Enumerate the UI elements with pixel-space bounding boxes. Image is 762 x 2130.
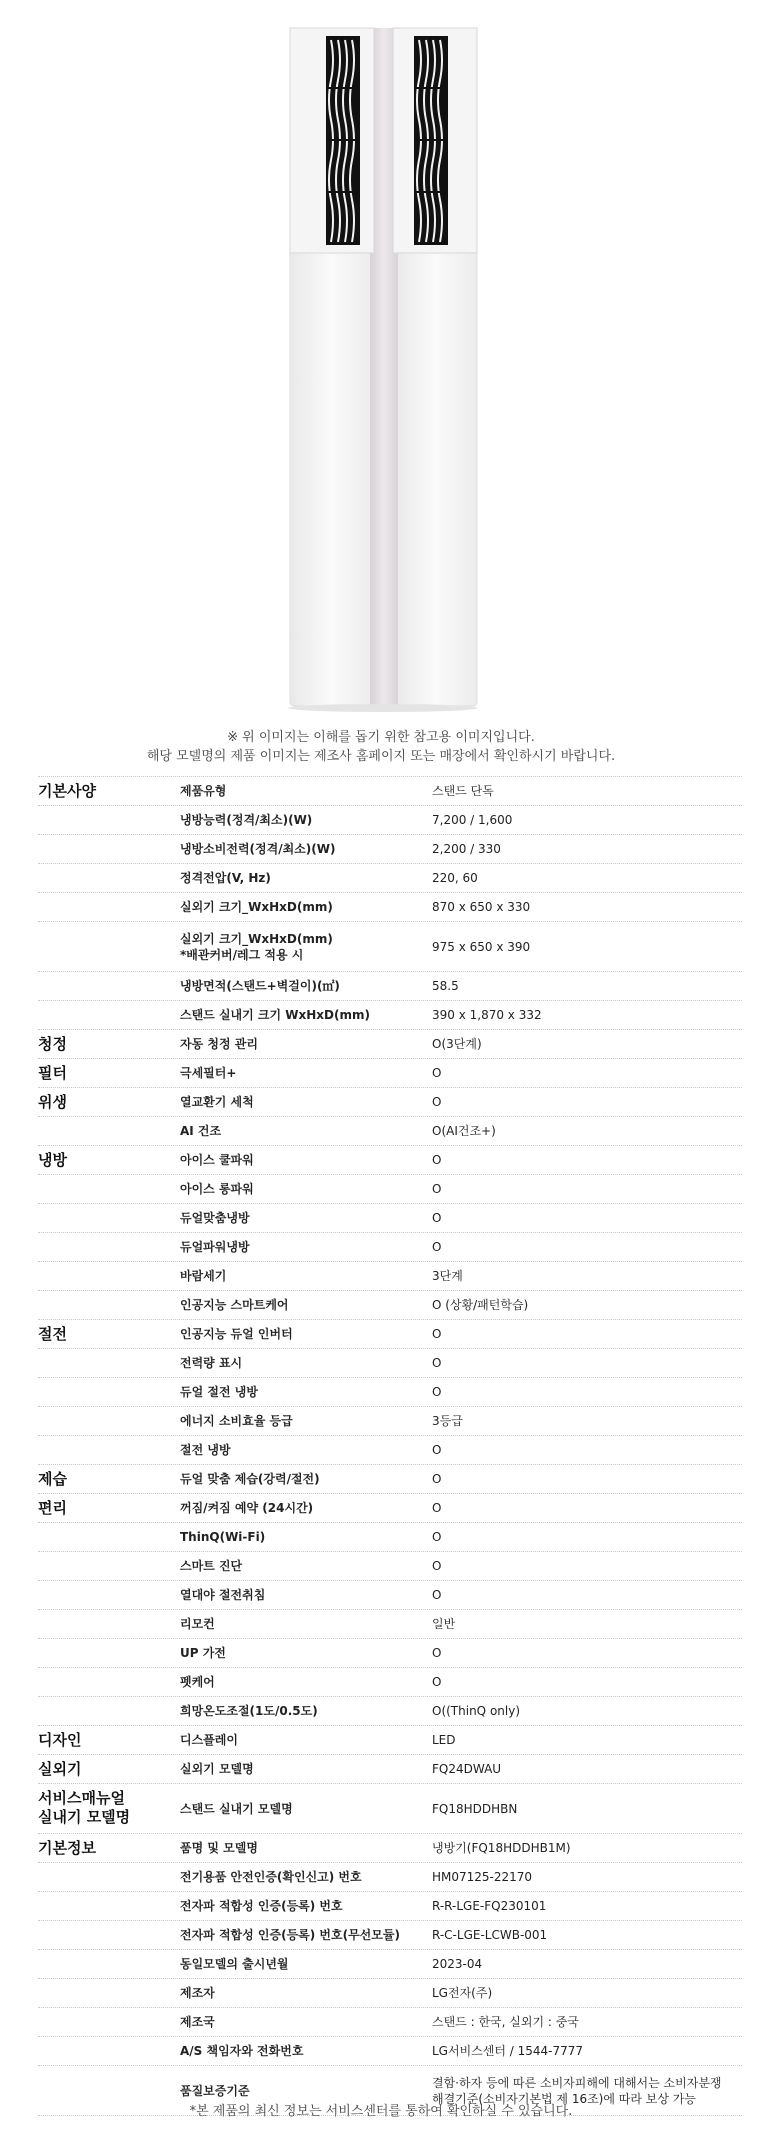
spec-table bbox=[38, 776, 742, 2116]
spec-category bbox=[38, 893, 178, 921]
spec-feature: 인공지능 스마트케어 bbox=[180, 1298, 289, 1312]
spec-row bbox=[38, 1378, 742, 1407]
spec-category bbox=[38, 1117, 178, 1145]
spec-category bbox=[38, 1921, 178, 1949]
spec-category bbox=[38, 922, 178, 971]
spec-feature: 열교환기 세척 bbox=[180, 1095, 254, 1109]
spec-feature: 실외기 크기_WxHxD(mm) *배관커버/레그 적용 시 bbox=[180, 931, 333, 962]
spec-value: O bbox=[432, 1182, 442, 1196]
spec-feature: 실외기 모델명 bbox=[180, 1762, 254, 1776]
spec-row bbox=[38, 1892, 742, 1921]
spec-feature: 전기용품 안전인증(확인신고) 번호 bbox=[180, 1870, 362, 1884]
spec-value: O((ThinQ only) bbox=[432, 1704, 521, 1718]
spec-row bbox=[38, 972, 742, 1001]
spec-category: 제습 bbox=[38, 1470, 67, 1488]
spec-row bbox=[38, 1950, 742, 1979]
spec-value: 일반 bbox=[432, 1617, 456, 1631]
spec-category bbox=[38, 1523, 178, 1551]
spec-value: O bbox=[432, 1675, 442, 1689]
spec-feature: 아이스 롱파워 bbox=[180, 1182, 254, 1196]
spec-value: O bbox=[432, 1559, 442, 1573]
spec-value: LG서비스센터 / 1544-7777 bbox=[432, 2044, 584, 2058]
spec-category bbox=[38, 1697, 178, 1725]
spec-row bbox=[38, 1523, 742, 1552]
spec-category: 기본정보 bbox=[38, 1839, 96, 1857]
spec-row bbox=[38, 1349, 742, 1378]
spec-category bbox=[38, 1233, 178, 1261]
spec-feature: ThinQ(Wi-Fi) bbox=[180, 1530, 266, 1544]
spec-row bbox=[38, 1117, 742, 1146]
spec-value: 2,200 / 330 bbox=[432, 842, 501, 856]
spec-value: 870 x 650 x 330 bbox=[432, 900, 531, 914]
spec-feature: 인공지능 듀얼 인버터 bbox=[180, 1327, 293, 1341]
spec-feature: 전력량 표시 bbox=[180, 1356, 243, 1370]
spec-value: 58.5 bbox=[432, 979, 459, 993]
spec-feature: 리모컨 bbox=[180, 1617, 215, 1631]
spec-category bbox=[38, 1668, 178, 1696]
spec-feature: 듀얼맞춤냉방 bbox=[180, 1211, 250, 1225]
spec-value: 390 x 1,870 x 332 bbox=[432, 1008, 542, 1022]
spec-value: 결함·하자 등에 따른 소비자피해에 대해서는 소비자분쟁 해결기준(소비자기본법 제 16조)에 따라 보상 가능 bbox=[432, 2075, 722, 2106]
spec-category bbox=[38, 1262, 178, 1290]
spec-row bbox=[38, 1697, 742, 1726]
spec-row bbox=[38, 1465, 742, 1494]
spec-row bbox=[38, 1436, 742, 1465]
spec-feature: AI 건조 bbox=[180, 1124, 222, 1138]
spec-feature: 품질보증기준 bbox=[180, 2083, 250, 2098]
spec-feature: 아이스 쿨파워 bbox=[180, 1153, 254, 1167]
spec-feature: 절전 냉방 bbox=[180, 1443, 231, 1457]
notice-line-1: ※ 위 이미지는 이해를 돕기 위한 참고용 이미지입니다. bbox=[227, 730, 535, 745]
spec-feature: 스마트 진단 bbox=[180, 1559, 243, 1573]
spec-row bbox=[38, 2037, 742, 2066]
spec-feature: 동일모델의 출시년월 bbox=[180, 1957, 289, 1971]
spec-row bbox=[38, 1610, 742, 1639]
spec-row bbox=[38, 1863, 742, 1892]
spec-category bbox=[38, 1552, 178, 1580]
image-notice bbox=[0, 728, 762, 766]
spec-category bbox=[38, 1639, 178, 1667]
spec-value: 3등급 bbox=[432, 1414, 463, 1428]
spec-row bbox=[38, 864, 742, 893]
spec-value: 냉방기(FQ18HDDHB1M) bbox=[432, 1841, 571, 1855]
spec-value: FQ24DWAU bbox=[432, 1762, 502, 1776]
spec-row bbox=[38, 1262, 742, 1291]
spec-category bbox=[38, 1979, 178, 2007]
spec-row bbox=[38, 835, 742, 864]
spec-category bbox=[38, 1349, 178, 1377]
spec-category bbox=[38, 1892, 178, 1920]
spec-category bbox=[38, 1950, 178, 1978]
spec-row bbox=[38, 1146, 742, 1175]
spec-category bbox=[38, 1407, 178, 1435]
spec-row bbox=[38, 922, 742, 972]
spec-value: O bbox=[432, 1153, 442, 1167]
spec-category: 냉방 bbox=[38, 1151, 67, 1169]
spec-value: O bbox=[432, 1588, 442, 1602]
spec-category bbox=[38, 972, 178, 1000]
spec-feature: 듀얼파워냉방 bbox=[180, 1240, 250, 1254]
spec-value: O bbox=[432, 1240, 442, 1254]
footnote: *본 제품의 최신 정보는 서비스센터를 통하여 확인하실 수 있습니다. bbox=[189, 2104, 573, 2119]
spec-value: 스탠드 단독 bbox=[432, 784, 494, 798]
spec-category bbox=[38, 1175, 178, 1203]
spec-category bbox=[38, 1581, 178, 1609]
spec-feature: 전자파 적합성 인증(등록) 번호(무선모듈) bbox=[180, 1928, 400, 1942]
spec-feature: 에너지 소비효율 등급 bbox=[180, 1414, 293, 1428]
spec-value: O(3단계) bbox=[432, 1037, 482, 1051]
spec-category bbox=[38, 864, 178, 892]
spec-value: LED bbox=[432, 1733, 456, 1747]
spec-category bbox=[38, 806, 178, 834]
spec-feature: 희망온도조절(1도/0.5도) bbox=[180, 1704, 318, 1718]
spec-row bbox=[38, 1001, 742, 1030]
spec-row bbox=[38, 1233, 742, 1262]
spec-value: O bbox=[432, 1211, 442, 1225]
spec-category: 위생 bbox=[38, 1093, 67, 1111]
spec-category bbox=[38, 1001, 178, 1029]
spec-value: 스탠드 : 한국, 실외기 : 중국 bbox=[432, 2015, 579, 2029]
spec-category: 편리 bbox=[38, 1499, 67, 1517]
spec-feature: A/S 책임자와 전화번호 bbox=[180, 2044, 304, 2058]
spec-category bbox=[38, 2008, 178, 2036]
spec-feature: 꺼짐/켜짐 예약 (24시간) bbox=[180, 1501, 314, 1515]
spec-row bbox=[38, 806, 742, 835]
spec-category: 절전 bbox=[38, 1325, 67, 1343]
spec-value: O(AI건조+) bbox=[432, 1124, 496, 1138]
spec-value: O (상황/패턴학습) bbox=[432, 1298, 529, 1312]
spec-value: FQ18HDDHBN bbox=[432, 1801, 518, 1816]
spec-value: 220, 60 bbox=[432, 871, 478, 885]
spec-feature: 스탠드 실내기 크기 WxHxD(mm) bbox=[180, 1008, 370, 1022]
spec-category bbox=[38, 2037, 178, 2065]
spec-feature: 냉방소비전력(정격/최소)(W) bbox=[180, 842, 336, 856]
spec-row bbox=[38, 1921, 742, 1950]
spec-row bbox=[38, 1175, 742, 1204]
spec-value: O bbox=[432, 1646, 442, 1660]
spec-row bbox=[38, 1552, 742, 1581]
spec-row bbox=[38, 1320, 742, 1349]
spec-category: 실외기 bbox=[38, 1760, 82, 1778]
spec-feature: 자동 청정 관리 bbox=[180, 1037, 258, 1051]
spec-row bbox=[38, 893, 742, 922]
spec-feature: 제조국 bbox=[180, 2015, 215, 2029]
spec-feature: 제조자 bbox=[180, 1986, 215, 2000]
spec-category: 서비스매뉴얼 실내기 모델명 bbox=[38, 1789, 131, 1826]
spec-feature: 품명 및 모델명 bbox=[180, 1841, 258, 1855]
spec-feature: 듀얼 맞춤 제습(강력/절전) bbox=[180, 1472, 320, 1486]
notice-line-2: 해당 모델명의 제품 이미지는 제조사 홈페이지 또는 매장에서 확인하시기 바랍니다. bbox=[146, 749, 616, 764]
spec-value: R-C-LGE-LCWB-001 bbox=[432, 1928, 548, 1942]
spec-value: O bbox=[432, 1095, 442, 1109]
spec-category bbox=[38, 1204, 178, 1232]
spec-value: 7,200 / 1,600 bbox=[432, 813, 513, 827]
product-image bbox=[0, 0, 762, 715]
spec-category bbox=[38, 1436, 178, 1464]
spec-value: O bbox=[432, 1327, 442, 1341]
spec-value: 3단계 bbox=[432, 1269, 463, 1283]
spec-row bbox=[38, 1639, 742, 1668]
spec-row bbox=[38, 1088, 742, 1117]
spec-feature: 디스플레이 bbox=[180, 1733, 238, 1747]
spec-value: O bbox=[432, 1530, 442, 1544]
spec-row bbox=[38, 1291, 742, 1320]
spec-category: 기본사양 bbox=[38, 782, 96, 800]
spec-row bbox=[38, 1668, 742, 1697]
spec-feature: 열대야 절전취침 bbox=[180, 1588, 266, 1602]
spec-value: R-R-LGE-FQ230101 bbox=[432, 1899, 547, 1913]
spec-category bbox=[38, 1863, 178, 1891]
spec-value: O bbox=[432, 1066, 442, 1080]
spec-feature: 바람세기 bbox=[180, 1269, 227, 1283]
spec-feature: 실외기 크기_WxHxD(mm) bbox=[180, 900, 333, 914]
spec-feature: UP 가전 bbox=[180, 1646, 226, 1660]
spec-feature: 듀얼 절전 냉방 bbox=[180, 1385, 258, 1399]
spec-category bbox=[38, 835, 178, 863]
spec-value: O bbox=[432, 1356, 442, 1370]
spec-feature: 극세필터+ bbox=[180, 1066, 237, 1080]
spec-category bbox=[38, 1610, 178, 1638]
spec-row bbox=[38, 1059, 742, 1088]
spec-category: 필터 bbox=[38, 1064, 67, 1082]
spec-category bbox=[38, 1291, 178, 1319]
spec-row bbox=[38, 1407, 742, 1436]
spec-feature: 펫케어 bbox=[180, 1675, 215, 1689]
spec-row bbox=[38, 1581, 742, 1610]
spec-value: 2023-04 bbox=[432, 1957, 483, 1971]
spec-row bbox=[38, 1834, 742, 1863]
spec-feature: 정격전압(V, Hz) bbox=[180, 871, 271, 885]
spec-row bbox=[38, 2008, 742, 2037]
spec-row bbox=[38, 1726, 742, 1755]
spec-category: 청정 bbox=[38, 1035, 67, 1053]
spec-value: O bbox=[432, 1443, 442, 1457]
spec-feature: 냉방면적(스탠드+벽걸이)(㎡) bbox=[180, 979, 340, 993]
spec-feature: 제품유형 bbox=[180, 784, 227, 798]
spec-feature: 스탠드 실내기 모델명 bbox=[180, 1801, 293, 1816]
spec-value: O bbox=[432, 1501, 442, 1515]
spec-row bbox=[38, 1204, 742, 1233]
spec-row bbox=[38, 1030, 742, 1059]
spec-feature: 냉방능력(정격/최소)(W) bbox=[180, 813, 313, 827]
spec-row bbox=[38, 1979, 742, 2008]
spec-row bbox=[38, 776, 742, 806]
spec-category: 디자인 bbox=[38, 1731, 82, 1749]
spec-value: 975 x 650 x 390 bbox=[432, 939, 531, 954]
spec-row bbox=[38, 1755, 742, 1784]
spec-row bbox=[38, 1494, 742, 1523]
spec-value: O bbox=[432, 1385, 442, 1399]
spec-value: LG전자(주) bbox=[432, 1986, 493, 2000]
spec-category bbox=[38, 1378, 178, 1406]
spec-row bbox=[38, 1784, 742, 1834]
spec-value: HM07125-22170 bbox=[432, 1870, 533, 1884]
spec-value: O bbox=[432, 1472, 442, 1486]
spec-feature: 전자파 적합성 인증(등록) 번호 bbox=[180, 1899, 343, 1913]
